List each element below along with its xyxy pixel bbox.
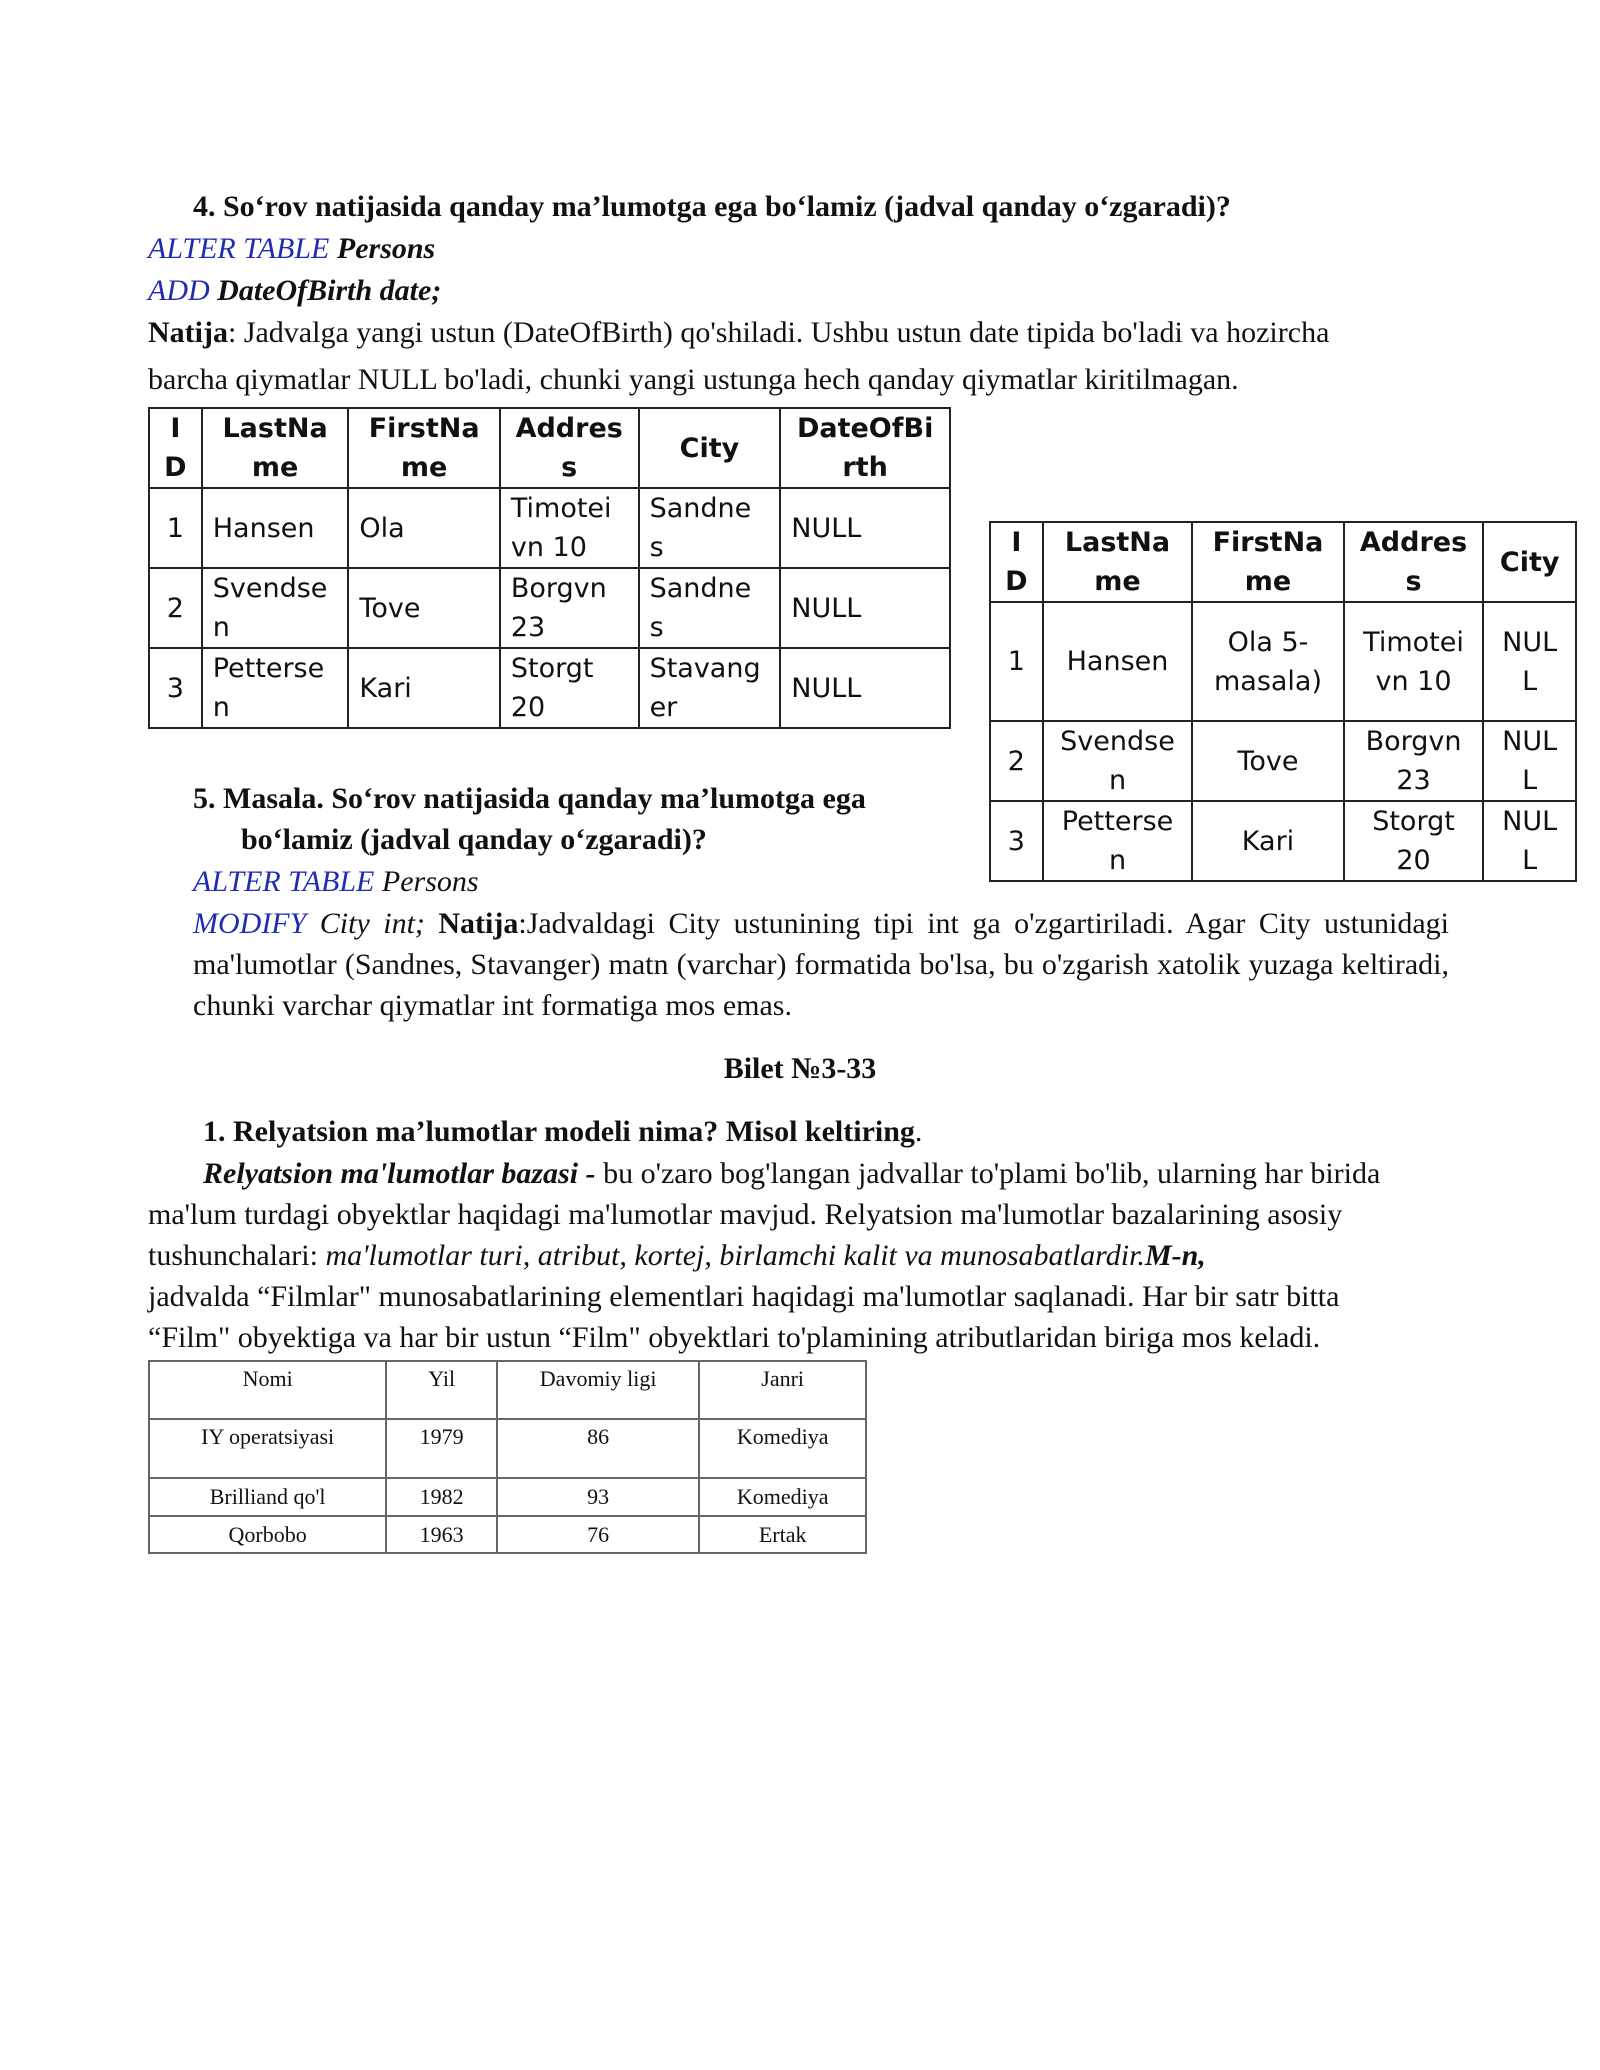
- header-cell: Nomi: [149, 1361, 386, 1419]
- s1-example-line-1: jadvalda “Filmlar" munosabatlarining elementlari haqidagi ma'lumotlar saqlanadi. Har bir satr bitta: [148, 1280, 1340, 1313]
- table-cell: Stavang er: [639, 648, 781, 728]
- table-cell: NUL L: [1483, 721, 1576, 801]
- q4-code-line-1: [148, 229, 435, 269]
- table-cell: Petterse n: [1043, 801, 1193, 881]
- table-cell: Kari: [1192, 801, 1343, 881]
- table-cell: 93: [497, 1478, 699, 1516]
- heading-dot: .: [914, 1115, 923, 1148]
- header-cell: I D: [990, 522, 1043, 602]
- sql-text: Persons: [374, 865, 479, 898]
- result-text: : Jadvalga yangi ustun (DateOfBirth) qo'shiladi. Ushbu ustun date tipida bo'ladi va hozircha: [227, 316, 1330, 349]
- table-cell: 1979: [386, 1419, 497, 1478]
- table-cell: Svendse n: [1043, 721, 1193, 801]
- table-cell: Storgt 20: [500, 648, 639, 728]
- table-cell: NUL L: [1483, 801, 1576, 881]
- table-cell: 2: [149, 568, 202, 648]
- table-cell: 1963: [386, 1516, 497, 1553]
- header-cell: Addres s: [1344, 522, 1484, 602]
- table-cell: 3: [990, 801, 1043, 881]
- header-cell: Addres s: [500, 408, 639, 488]
- heading-text: 1. Relyatsion ma’lumotlar modeli nima? Misol keltiring: [203, 1115, 915, 1148]
- table-cell: Tove: [1192, 721, 1343, 801]
- sql-text: DateOfBirth date;: [209, 274, 442, 307]
- table-cell: Tove: [348, 568, 499, 648]
- films-table: [148, 1360, 867, 1554]
- sql-keyword: ADD: [148, 274, 210, 307]
- definition-text: bu o'zaro bog'langan jadvallar to'plami bo'lib, ularning har birida ma'lum turdagi obyektlar haqidagi ma'lumotlar mavjud. Relyatsion ma'lumotlar bazalarining asosiy tushunchalari:: [148, 1157, 1381, 1272]
- table-row: [149, 1478, 866, 1516]
- persons-table-with-dob: [148, 407, 951, 729]
- table-cell: 1: [149, 488, 202, 568]
- table-cell: Svendse n: [202, 568, 349, 648]
- header-cell: City: [639, 408, 781, 488]
- persons-table-city: [989, 521, 1577, 882]
- result-text: :Jadvaldagi City ustunining tipi int ga o'zgartiriladi. Agar City ustunidagi ma'lumotlar (Sandnes, Stavanger) matn (varchar) formatida bo'lsa, bu o'zgarish xatolik yuzaga keltiradi, chunki varchar qiymatlar int formatiga mos emas.: [193, 907, 1449, 1022]
- table-cell: Ola 5- masala): [1192, 602, 1343, 721]
- q4-result-line-1: [148, 313, 1329, 353]
- result-label: Natija: [148, 316, 228, 349]
- header-cell: Yil: [386, 1361, 497, 1419]
- table-cell: Komediya: [699, 1419, 866, 1478]
- definition-term: Relyatsion ma'lumotlar bazasi -: [203, 1157, 596, 1190]
- q5-heading-line-2: bo‘lamiz (jadval qanday o‘zgaradi)?: [241, 823, 707, 856]
- table-header-row: [149, 408, 950, 488]
- header-cell: City: [1483, 522, 1576, 602]
- table-cell: Brilliand qo'l: [149, 1478, 386, 1516]
- table-cell: NULL: [780, 568, 950, 648]
- s1-example-line-2: “Film" obyektiga va har bir ustun “Film" obyektlari to'plamining atributlaridan biriga mos keladi.: [148, 1321, 1321, 1354]
- header-cell: LastNa me: [1043, 522, 1193, 602]
- table-cell: NULL: [780, 648, 950, 728]
- sql-text: City int;: [306, 907, 439, 940]
- sql-keyword: ALTER TABLE: [148, 232, 330, 265]
- table-cell: NULL: [780, 488, 950, 568]
- q5-code-line-1: [193, 862, 479, 902]
- q4-result-line-2: barcha qiymatlar NULL bo'ladi, chunki yangi ustunga hech qanday qiymatlar kiritilmagan.: [148, 363, 1239, 396]
- table-cell: Hansen: [1043, 602, 1193, 721]
- table-cell: NUL L: [1483, 602, 1576, 721]
- sql-text: Persons: [329, 232, 436, 265]
- s1-definition: [148, 1153, 1438, 1276]
- table-cell: Sandne s: [639, 488, 781, 568]
- table-row: [149, 648, 950, 728]
- table-row: [149, 1516, 866, 1553]
- table-row: [149, 568, 950, 648]
- table-cell: Ertak: [699, 1516, 866, 1553]
- ticket-title: Bilet №3-33: [723, 1052, 877, 1085]
- table-cell: Komediya: [699, 1478, 866, 1516]
- definition-example-label: M-n,: [1144, 1239, 1206, 1272]
- table-cell: Qorbobo: [149, 1516, 386, 1553]
- table-cell: Kari: [348, 648, 499, 728]
- q5-result-paragraph: [193, 903, 1449, 1026]
- table-cell: Borgvn 23: [500, 568, 639, 648]
- table-row: [149, 488, 950, 568]
- table-row: [990, 801, 1576, 881]
- header-cell: FirstNa me: [1192, 522, 1343, 602]
- result-label: Natija: [438, 907, 519, 940]
- table-cell: Hansen: [202, 488, 349, 568]
- q4-heading: 4. So‘rov natijasida qanday ma’lumotga ega bo‘lamiz (jadval qanday o‘zgaradi)?: [193, 190, 1231, 223]
- table-cell: 1: [990, 602, 1043, 721]
- table-cell: 3: [149, 648, 202, 728]
- table-cell: Sandne s: [639, 568, 781, 648]
- header-cell: I D: [149, 408, 202, 488]
- table-cell: 76: [497, 1516, 699, 1553]
- table-header-row: [990, 522, 1576, 602]
- table-cell: Timotei vn 10: [500, 488, 639, 568]
- table-row: [990, 602, 1576, 721]
- header-cell: LastNa me: [202, 408, 349, 488]
- table-row: [990, 721, 1576, 801]
- table-cell: Ola: [348, 488, 499, 568]
- table-header-row: [149, 1361, 866, 1419]
- sql-keyword: ALTER TABLE: [193, 865, 375, 898]
- sql-keyword: MODIFY: [193, 907, 307, 940]
- table-cell: IY operatsiyasi: [149, 1419, 386, 1478]
- q5-heading-line-1: 5. Masala. So‘rov natijasida qanday ma’lumotga ega: [193, 782, 866, 815]
- table-row: [149, 1419, 866, 1478]
- header-cell: FirstNa me: [348, 408, 499, 488]
- definition-concepts: ma'lumotlar turi, atribut, kortej, birlamchi kalit va munosabatlardir.: [325, 1239, 1145, 1272]
- table-cell: Petterse n: [202, 648, 349, 728]
- table-cell: 86: [497, 1419, 699, 1478]
- q4-code-line-2: [148, 271, 441, 311]
- header-cell: Davomiy ligi: [497, 1361, 699, 1419]
- table-cell: Borgvn 23: [1344, 721, 1484, 801]
- s1-heading: [203, 1112, 922, 1152]
- table-cell: 2: [990, 721, 1043, 801]
- header-cell: DateOfBi rth: [780, 408, 950, 488]
- table-cell: Storgt 20: [1344, 801, 1484, 881]
- table-cell: 1982: [386, 1478, 497, 1516]
- header-cell: Janri: [699, 1361, 866, 1419]
- table-cell: Timotei vn 10: [1344, 602, 1484, 721]
